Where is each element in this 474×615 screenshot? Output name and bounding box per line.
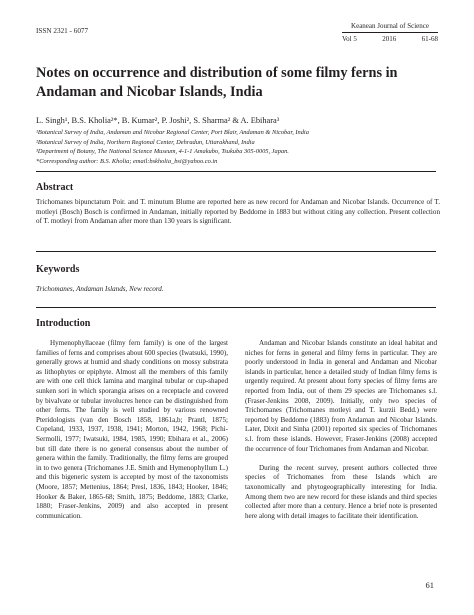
affiliation-2: ²Botanical Survey of India, Northern Regional Center, Dehradun, Uttarakhand, India [36, 138, 255, 146]
keywords-heading: Keywords [36, 264, 80, 275]
paper-title-line-2: Andaman and Nicobar Islands, India [36, 84, 263, 100]
divider-keywords [36, 307, 436, 308]
journal-name: Keanean Journal of Science [342, 22, 438, 33]
journal-issue-row [342, 33, 438, 43]
corresponding-author: *Corresponding author: B.S. Kholia; email:bskholia_bsi@yahoo.co.in [36, 157, 218, 165]
journal-pages: 61-68 [421, 35, 438, 43]
introduction-heading: Introduction [36, 318, 91, 329]
abstract-heading: Abstract [36, 182, 74, 193]
intro-left-column [36, 339, 228, 521]
page-number: 61 [425, 580, 434, 590]
paper-title-line-1: Notes on occurrence and distribution of some filmy ferns in [36, 65, 398, 81]
paper-title [36, 64, 436, 102]
affiliations [36, 128, 436, 166]
intro-paragraph-2: Andaman and Nicobar Islands constitute an ideal habitat and niches for ferns in general and filmy ferns in particular. They are poorly understood in India in general and Andaman and Nicobar islands in particular, hence a detailed study of Indian filmy ferns is urgently required. At present about forty species of filmy ferns are reported from India, out of them 29 species are Trichomanes s.l. (Fraser-Jenkins 2008, 2009). Initially, only two species of Trichomanes (Trichomanes motleyi and T. kurzii Bedd.) were reported by Beddome (1883) from Andaman and Nicobar Islands. Later, Dixit and Sinha (2001) reported six species of Trichomanes s.l. from these islands. However, Fraser-Jenkins (2008) accepted the occurrence of four Trichomanes from Andaman and Nicobar. [245, 339, 437, 453]
issn-label: ISSN 2321 - 6077 [36, 27, 89, 35]
intro-paragraph-1: Hymenophyllaceae (filmy fern family) is one of the largest families of ferns and comprises about 600 species (Iwatsuki, 1990), generally grows at humid and shady conditions on mossy substrata as lithophytes or epiphyte. Almost all the members of this family are with one cell thick lamina and marginal tubular or cup-shaped sunken sori in which sporangia arises on a receptacle and covered by bivalvate or tubular involucres hence can be distinguished from other ferns. The family is well studied by various renowned Pteridologists (van den Bosch 1858, 1861a,b; Prantl, 1875; Copeland, 1933, 1937, 1938, 1941; Morton, 1942, 1968; Pichi-Sermolli, 1977; Iwatsuki, 1984, 1985, 1990; Ebihara et al., 2006) but till date there is no general consensus about the number of genera within the family. Traditionally, the filmy ferns are grouped in to two genera (Trichomanes J.E. Smith and Hymenophyllum L.) and this bigeneric system is accepted by most of the taxonomists (Moore, 1857; Mettenius, 1864; Presl, 1836, 1843; Hooker, 1846; Hooker & Baker, 1865-68; Smith, 1875; Beddome, 1883; Clarke, 1880; Fraser-Jenkins, 2009) and also accepted in present communication. [36, 339, 228, 520]
author-list: L. Singh¹, B.S. Kholia²*, B. Kumar², P. Joshi², S. Sharma² & A. Ebihara³ [36, 116, 280, 125]
intro-right-column [245, 339, 437, 521]
journal-volume: Vol 5 [342, 35, 357, 43]
divider-abstract [36, 251, 436, 252]
journal-info [342, 22, 438, 43]
affiliation-1: ¹Botanical Survey of India, Andaman and Nicobar Regional Center, Port Blair, Andaman & Nicobar, India [36, 129, 309, 136]
journal-year: 2016 [382, 35, 397, 43]
affiliation-3: ³Department of Botany, The National Science Museum, 4-1-1 Amakubo, Tsukuba 305-0005, Japan. [36, 148, 289, 156]
intro-paragraph-3: During the recent survey, present authors collected three species of Trichomanes from these Islands which are taxonomically and phytogeographically interesting for India. Among them two are new record for these islands and third species collected after more than a century. Hence a brief note is presented here along with detail images to facilitate their identification. [245, 463, 437, 520]
divider-top [36, 171, 436, 172]
abstract-text: Trichomanes bipunctatum Poir. and T. minutum Blume are reported here as new record for Andaman and Nicobar Islands. Occurrence of T. motleyi (Bosch) Bosch is confirmed in Andaman, initially reported by Beddome in 1883 but without citing any collection. Present collection of T. motleyi from Andaman after more than 130 years is significant. [36, 198, 440, 226]
keywords-text: Trichomanes, Andaman Islands, New record. [36, 285, 164, 293]
